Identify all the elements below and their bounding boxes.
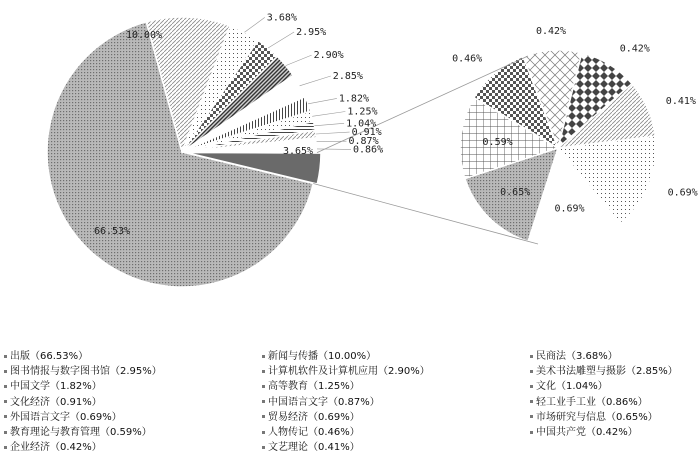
legend-item <box>530 350 618 363</box>
legend-item <box>4 350 88 363</box>
legend-swatch <box>4 431 7 434</box>
legend-label: 民商法（3.68%） <box>536 351 618 362</box>
legend-swatch <box>530 385 533 388</box>
data-label: 3.65% <box>282 146 314 157</box>
legend-swatch <box>262 355 265 358</box>
data-label: 0.91% <box>351 127 382 139</box>
legend-item <box>4 441 102 454</box>
leader-line <box>316 132 350 134</box>
data-label: 0.69% <box>667 187 698 199</box>
legend-swatch <box>530 415 533 418</box>
data-label: 0.69% <box>554 203 585 215</box>
data-label: 0.46% <box>452 53 483 65</box>
legend-swatch <box>262 370 265 373</box>
legend-label: 文艺理论（0.41%） <box>268 442 360 454</box>
legend-item <box>4 365 162 378</box>
legend-swatch <box>4 370 7 373</box>
data-label: 0.87% <box>348 136 379 148</box>
legend-swatch <box>262 400 265 403</box>
legend-item <box>262 365 430 378</box>
legend-swatch <box>4 355 7 358</box>
legend-item <box>530 380 608 393</box>
legend-label: 图书情报与数字图书馆（2.95%） <box>10 366 162 378</box>
legend-item <box>262 350 376 363</box>
legend-swatch <box>262 446 265 449</box>
legend-swatch <box>4 400 7 403</box>
leader-line <box>314 123 344 126</box>
legend-swatch <box>4 385 7 388</box>
data-label: 10.00% <box>125 30 163 41</box>
leader-line <box>312 112 345 117</box>
data-label: 66.53% <box>93 226 131 237</box>
data-label: 0.41% <box>665 96 696 108</box>
legend-label: 市场研究与信息（0.65%） <box>536 411 658 423</box>
data-label: 2.85% <box>332 71 363 82</box>
legend-item <box>530 396 648 409</box>
legend-item <box>530 411 658 424</box>
legend-swatch <box>262 415 265 418</box>
legend-swatch <box>4 446 7 449</box>
legend-label: 外国语言文字（0.69%） <box>10 411 122 423</box>
legend-label: 中国文学（1.82%） <box>10 381 102 393</box>
legend-item <box>262 380 360 393</box>
data-label: 0.65% <box>500 187 531 199</box>
legend-item <box>4 426 152 439</box>
leader-line <box>286 55 312 66</box>
legend-label: 轻工业手工业（0.86%） <box>536 396 648 408</box>
legend-label: 出版（66.53%） <box>10 351 89 362</box>
legend-swatch <box>530 355 533 358</box>
data-label: 1.82% <box>338 93 370 105</box>
legend <box>0 350 700 472</box>
data-label: 1.04% <box>346 118 377 130</box>
legend-label: 计算机软件及计算机应用（2.90%） <box>268 366 430 378</box>
data-label: 1.25% <box>347 106 378 118</box>
data-label: 0.42% <box>619 43 650 55</box>
legend-label: 贸易经济（0.69%） <box>268 411 360 423</box>
data-label: 0.42% <box>535 26 567 38</box>
legend-swatch <box>262 385 265 388</box>
legend-label: 新闻与传播（10.00%） <box>268 351 377 362</box>
legend-label: 人物传记（0.46%） <box>268 427 360 438</box>
legend-item <box>4 411 122 424</box>
legend-item <box>262 396 380 409</box>
legend-swatch <box>4 415 7 418</box>
legend-label: 中国语言文字（0.87%） <box>268 396 380 408</box>
legend-item <box>262 426 360 439</box>
data-label: 0.59% <box>482 137 513 149</box>
legend-label: 文化（1.04%） <box>536 381 608 393</box>
legend-item <box>4 380 102 393</box>
leader-line <box>308 98 337 103</box>
legend-label: 企业经济（0.42%） <box>10 442 102 454</box>
legend-item <box>530 365 678 378</box>
legend-item <box>530 426 638 439</box>
leader-line <box>317 149 351 150</box>
legend-label: 中国共产党（0.42%） <box>536 427 638 438</box>
data-label: 0.86% <box>353 144 384 156</box>
legend-item <box>262 441 360 454</box>
legend-label: 高等教育（1.25%） <box>268 381 360 393</box>
legend-label: 美术书法雕塑与摄影（2.85%） <box>536 366 678 378</box>
legend-item <box>262 411 360 424</box>
leader-line <box>300 76 331 86</box>
legend-swatch <box>530 431 533 434</box>
data-label: 2.90% <box>313 50 344 62</box>
legend-swatch <box>530 370 533 373</box>
legend-label: 文化经济（0.91%） <box>10 396 102 408</box>
legend-swatch <box>262 431 265 434</box>
legend-swatch <box>530 400 533 403</box>
data-label: 2.95% <box>296 27 327 38</box>
legend-label: 教育理论与教育管理（0.59%） <box>10 427 152 438</box>
leader-line <box>245 17 265 32</box>
leader-line <box>268 32 294 48</box>
data-label: 3.68% <box>266 12 297 24</box>
legend-item <box>4 396 102 409</box>
